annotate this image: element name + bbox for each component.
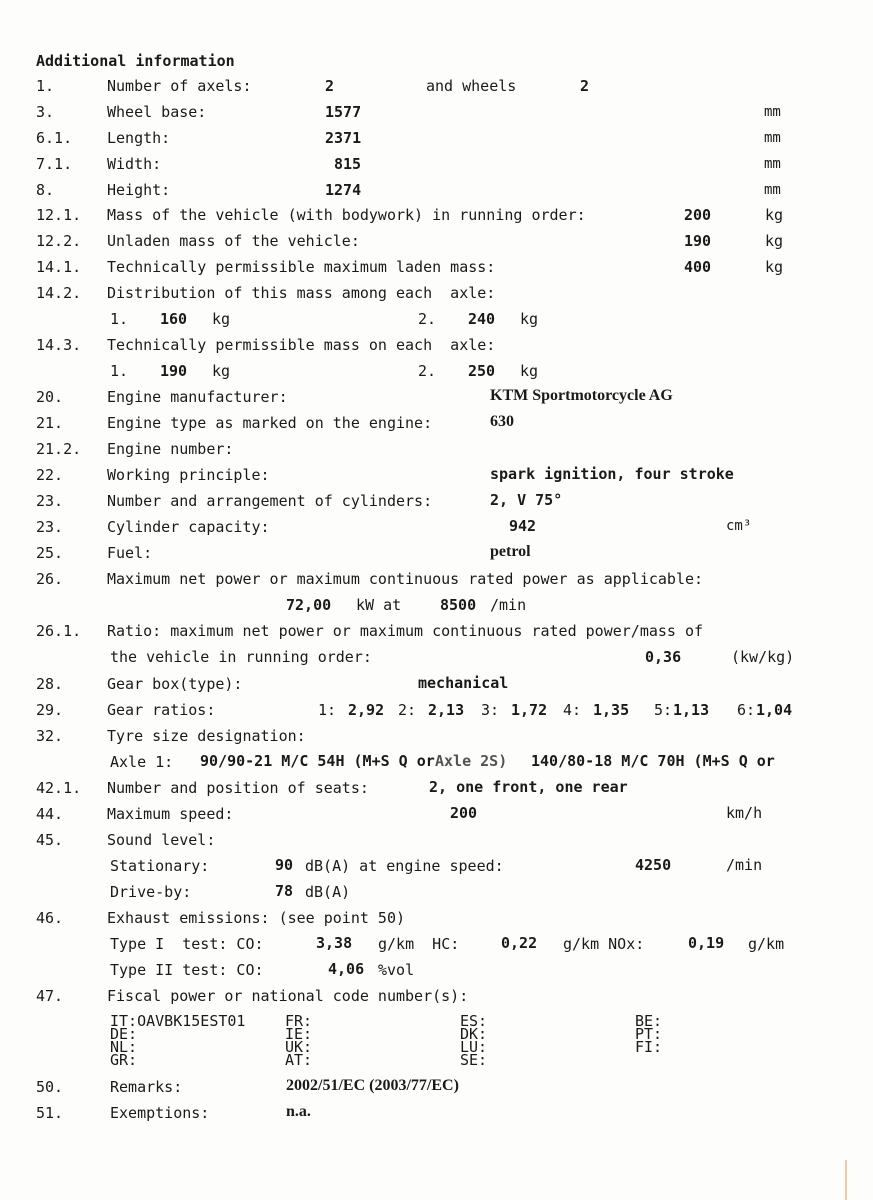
running-mass-unit: kg [765, 206, 784, 224]
tyre-axle-label: Axle 1: [110, 753, 174, 771]
co-type2-unit: %vol [378, 961, 415, 979]
width-label: Width: [107, 155, 162, 173]
unladen-mass-label: Unladen mass of the vehicle: [107, 232, 360, 250]
co-value: 3,38 [316, 934, 353, 952]
gear-4-ratio: 1,35 [593, 701, 630, 719]
rear-tyre-value: 140/80-18 M/C 70H (M+S Q or [531, 752, 775, 770]
max-laden-mass-unit: kg [765, 258, 784, 276]
fiscal-codes-col-1: IT:OAVBK15EST01 DE: NL: GR: [110, 1012, 246, 1069]
power-mass-ratio-value: 0,36 [645, 648, 682, 666]
item-number: 28. [36, 675, 64, 693]
item-number: 20. [36, 388, 64, 406]
axle-2-permissible-unit: kg [520, 362, 539, 380]
max-power-label: Maximum net power or maximum continuous rated power as applicable: [107, 570, 704, 588]
max-laden-mass-value: 400 [684, 258, 712, 276]
drive-by-label: Drive-by: [110, 883, 192, 901]
emissions-label: Exhaust emissions: (see point 50) [107, 909, 406, 927]
co-type2-value: 4,06 [328, 960, 365, 978]
co-unit: g/km HC: [378, 935, 460, 953]
stationary-rpm: 4250 [635, 856, 672, 874]
item-number: 6.1. [36, 129, 73, 147]
tyre-overprint-text: Axle 2S) [435, 752, 508, 770]
power-mass-ratio-label-cont: the vehicle in running order: [110, 648, 372, 666]
axle-1-number: 1. [110, 310, 129, 328]
stationary-rpm-unit: /min [726, 856, 763, 874]
item-number: 7.1. [36, 155, 73, 173]
front-tyre-value: 90/90-21 M/C 54H (M+S Q or [200, 752, 435, 770]
power-mass-ratio-unit: (kw/kg) [731, 648, 795, 666]
gear-1-ratio: 2,92 [348, 701, 385, 719]
item-number: 47. [36, 987, 64, 1005]
axle-1-mass-value: 160 [160, 310, 188, 328]
item-number: 29. [36, 701, 64, 719]
cylinder-capacity-label: Cylinder capacity: [107, 518, 270, 536]
seats-value: 2, one front, one rear [429, 778, 628, 796]
length-label: Length: [107, 129, 171, 147]
axle-2-mass-value: 240 [468, 310, 496, 328]
wheels-value: 2 [580, 77, 590, 95]
width-unit: mm [764, 156, 781, 172]
gear-6-ratio: 1,04 [756, 701, 793, 719]
max-speed-label: Maximum speed: [107, 805, 234, 823]
axle-1-permissible-unit: kg [212, 362, 231, 380]
axle-2-number: 2. [418, 362, 437, 380]
exemptions-label: Exemptions: [110, 1104, 210, 1122]
cylinders-value: 2, V 75° [490, 491, 563, 509]
fiscal-power-label: Fiscal power or national code number(s): [107, 987, 469, 1005]
gear-6-label: 6: [737, 701, 756, 719]
gear-2-ratio: 2,13 [428, 701, 465, 719]
item-number: 1. [36, 77, 55, 95]
axle-2-permissible-value: 250 [468, 362, 496, 380]
height-unit: mm [764, 182, 781, 198]
axle-2-mass-unit: kg [520, 310, 539, 328]
tyre-size-label: Tyre size designation: [107, 727, 306, 745]
item-number: 21.2. [36, 440, 82, 458]
gear-box-label: Gear box(type): [107, 675, 243, 693]
item-number: 42.1. [36, 779, 82, 797]
stationary-label: Stationary: [110, 857, 210, 875]
length-unit: mm [764, 130, 781, 146]
cylinder-capacity-unit: cm³ [726, 518, 752, 534]
axle-1-number: 1. [110, 362, 129, 380]
gear-ratios-label: Gear ratios: [107, 701, 216, 719]
cylinders-label: Number and arrangement of cylinders: [107, 492, 433, 510]
section-title: Additional information [36, 52, 235, 70]
gear-box-value: mechanical [418, 674, 509, 692]
max-power-value: 72,00 [286, 596, 332, 614]
item-number: 26.1. [36, 622, 82, 640]
gear-4-label: 4: [563, 701, 582, 719]
stationary-value: 90 [275, 856, 294, 874]
item-number: 22. [36, 466, 64, 484]
cylinder-capacity-value: 942 [509, 517, 537, 535]
seats-label: Number and position of seats: [107, 779, 369, 797]
item-number: 23. [36, 518, 64, 536]
nox-value: 0,19 [688, 934, 725, 952]
item-number: 50. [36, 1078, 64, 1096]
wheel-base-unit: mm [764, 104, 781, 120]
max-speed-value: 200 [450, 804, 478, 822]
item-number: 45. [36, 831, 64, 849]
engine-manufacturer-value: KTM Sportmotorcycle AG [490, 387, 673, 404]
item-number: 26. [36, 570, 64, 588]
fiscal-codes-col-2: FR: IE: UK: AT: [285, 1012, 313, 1069]
working-principle-value: spark ignition, four stroke [490, 465, 734, 483]
drive-by-value: 78 [275, 882, 294, 900]
max-speed-unit: km/h [726, 804, 763, 822]
axles-value: 2 [325, 77, 335, 95]
axle-mass-label: Technically permissible mass on each axle: [107, 336, 496, 354]
engine-number-label: Engine number: [107, 440, 234, 458]
engine-type-label: Engine type as marked on the engine: [107, 414, 433, 432]
gear-1-label: 1: [318, 701, 337, 719]
axles-label: Number of axels: [107, 77, 252, 95]
max-laden-mass-label: Technically permissible maximum laden mass: [107, 258, 496, 276]
item-number: 21. [36, 414, 64, 432]
axle-1-mass-unit: kg [212, 310, 231, 328]
drive-by-unit: dB(A) [305, 883, 351, 901]
hc-value: 0,22 [501, 934, 538, 952]
item-number: 44. [36, 805, 64, 823]
gear-2-label: 2: [398, 701, 417, 719]
item-number: 14.1. [36, 258, 82, 276]
engine-manufacturer-label: Engine manufacturer: [107, 388, 288, 406]
wheel-base-label: Wheel base: [107, 103, 207, 121]
max-power-unit: kW at [356, 596, 402, 614]
max-power-rpm-unit: /min [490, 596, 527, 614]
axle-2-number: 2. [418, 310, 437, 328]
remarks-value: 2002/51/EC (2003/77/EC) [286, 1077, 459, 1094]
mass-distribution-label: Distribution of this mass among each axle: [107, 284, 496, 302]
gear-5-ratio: 1,13 [673, 701, 710, 719]
exemptions-value: n.a. [286, 1103, 311, 1120]
item-number: 25. [36, 544, 64, 562]
remarks-label: Remarks: [110, 1078, 183, 1096]
type-2-test-label: Type II test: CO: [110, 961, 264, 979]
fuel-value: petrol [490, 543, 531, 560]
item-number: 46. [36, 909, 64, 927]
working-principle-label: Working principle: [107, 466, 270, 484]
length-value: 2371 [325, 129, 362, 147]
gear-3-label: 3: [481, 701, 500, 719]
height-label: Height: [107, 181, 171, 199]
item-number: 8. [36, 181, 55, 199]
fiscal-codes-col-4: BE: PT: FI: [635, 1012, 663, 1056]
item-number: 14.2. [36, 284, 82, 302]
running-mass-label: Mass of the vehicle (with bodywork) in running order: [107, 206, 586, 224]
item-number: 32. [36, 727, 64, 745]
stationary-unit: dB(A) at engine speed: [305, 857, 504, 875]
gear-3-ratio: 1,72 [511, 701, 548, 719]
item-number: 12.2. [36, 232, 82, 250]
wheels-label: and wheels [426, 77, 517, 95]
type-1-test-label: Type I test: CO: [110, 935, 264, 953]
unladen-mass-value: 190 [684, 232, 712, 250]
running-mass-value: 200 [684, 206, 712, 224]
nox-unit: g/km [748, 935, 785, 953]
item-number: 14.3. [36, 336, 82, 354]
max-power-rpm: 8500 [440, 596, 477, 614]
engine-type-value: 630 [490, 413, 514, 430]
width-value: 815 [334, 155, 362, 173]
axle-1-permissible-value: 190 [160, 362, 188, 380]
unladen-mass-unit: kg [765, 232, 784, 250]
hc-unit: g/km NOx: [563, 935, 645, 953]
item-number: 51. [36, 1104, 64, 1122]
fuel-label: Fuel: [107, 544, 153, 562]
gear-5-label: 5: [654, 701, 673, 719]
scan-edge-mark [845, 1160, 847, 1200]
item-number: 23. [36, 492, 64, 510]
sound-level-label: Sound level: [107, 831, 216, 849]
wheel-base-value: 1577 [325, 103, 362, 121]
power-mass-ratio-label: Ratio: maximum net power or maximum continuous rated power/mass of [107, 622, 704, 640]
item-number: 3. [36, 103, 55, 121]
fiscal-codes-col-3: ES: DK: LU: SE: [460, 1012, 488, 1069]
item-number: 12.1. [36, 206, 82, 224]
height-value: 1274 [325, 181, 362, 199]
